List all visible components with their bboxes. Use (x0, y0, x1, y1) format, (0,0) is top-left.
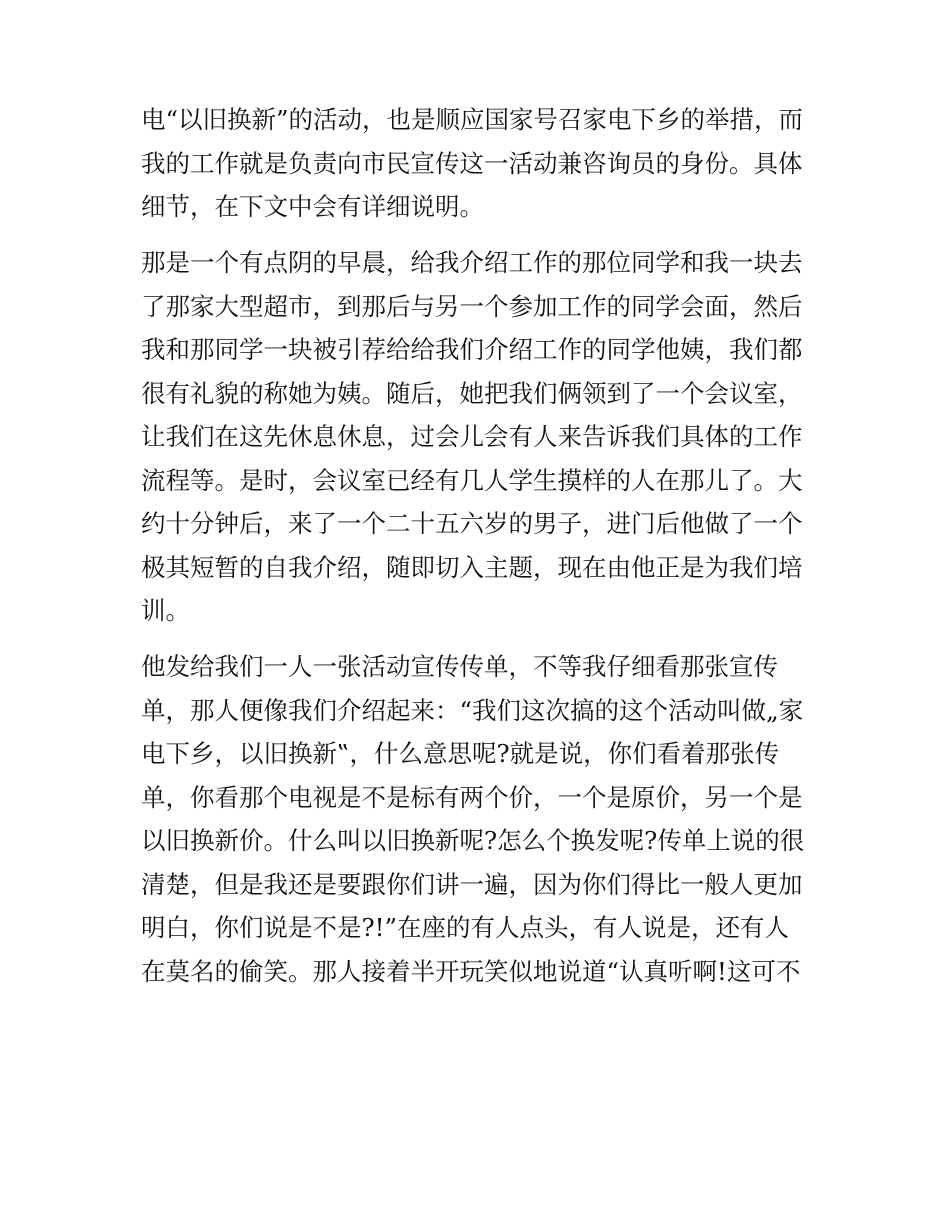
text-line: 电下乡，以旧换新‟，什么意思呢?就是说，你们看着那张传 (141, 739, 780, 768)
text-line: 那是一个有点阴的早晨，给我介绍工作的那位同学和我一块去 (141, 248, 803, 277)
text-line: 单，你看那个电视是不是标有两个价，一个是原价，另一个是 (141, 782, 803, 812)
text-line: 在莫名的偷笑。那人接着半开玩笑似地说道“认真听啊!这可不 (141, 956, 801, 986)
text-line: 很有礼貌的称她为姨。随后，她把我们俩领到了一个会议室， (141, 378, 803, 408)
text-line: 让我们在这先休息休息，过会儿会有人来告诉我们具体的工作 (141, 422, 803, 451)
text-line: 清楚，但是我还是要跟你们讲一遍，因为你们得比一般人更加 (141, 869, 803, 899)
text-line: 细节，在下文中会有详细说明。 (141, 192, 484, 221)
text-line: 我的工作就是负责向市民宣传这一活动兼咨询员的身份。具体 (141, 148, 803, 178)
text-line: 他发给我们一人一张活动宣传传单，不等我仔细看那张宣传 (141, 652, 778, 681)
text-line: 单，那人便像我们介绍起来：“我们这次搞的这个活动叫做„家 (141, 695, 804, 725)
text-line: 明白，你们说是不是?!”在座的有人点头，有人说是，还有人 (141, 913, 790, 942)
text-line: 约十分钟后，来了一个二十五六岁的男子，进门后他做了一个 (141, 509, 803, 538)
text-line: 流程等。是时，会议室已经有几人学生摸样的人在那儿了。大 (141, 465, 803, 495)
text-line: 以旧换新价。什么叫以旧换新呢?怎么个换发呢?传单上说的很 (141, 826, 805, 855)
text-line: 我和那同学一块被引荐给给我们介绍工作的同学他姨，我们都 (141, 335, 803, 364)
text-line: 电“以旧换新”的活动，也是顺应国家号召家电下乡的举措，而 (141, 105, 804, 134)
text-line: 极其短暂的自我介绍，随即切入主题，现在由他正是为我们培 (141, 552, 803, 582)
text-line: 训。 (141, 596, 190, 625)
text-line: 了那家大型超市，到那后与另一个参加工作的同学会面，然后 (141, 291, 803, 321)
